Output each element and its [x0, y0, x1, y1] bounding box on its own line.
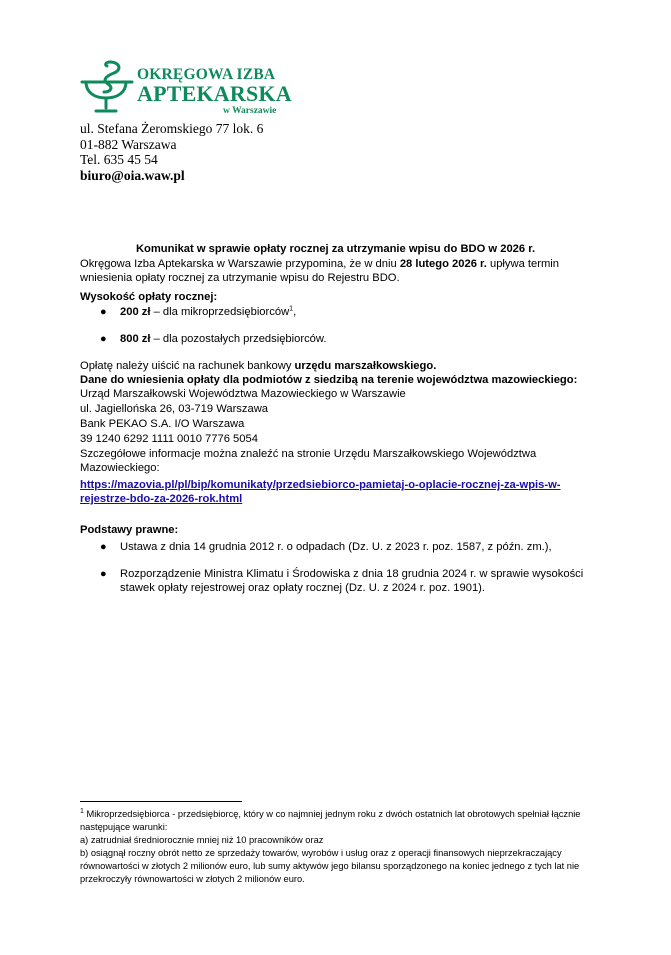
bullet-icon: ● — [100, 306, 107, 318]
bullet-icon: ● — [100, 333, 107, 345]
intro-text-2: upływa termin wniesienia opłaty rocznej za utrzymanie wpisu do Rejestru BDO. — [80, 258, 559, 285]
payment-bank: Bank PEKAO S.A. I/O Warszawa — [80, 418, 245, 430]
payment-bold: urzędu marszałkowskiego. — [294, 360, 437, 372]
address-email[interactable]: biuro@oia.waw.pl — [80, 167, 185, 183]
bullet-icon: ● — [100, 568, 107, 580]
payment-street: ul. Jagiellońska 26, 03-719 Warszawa — [80, 403, 269, 415]
address-street: ul. Stefana Żeromskiego 77 lok. 6 — [80, 121, 264, 136]
bowl-of-hygieia-icon — [80, 58, 136, 116]
payment-info: Szczegółowe informacje można znaleźć na stronie Urzędu Marszałkowskiego Województwa Mazowieckiego: — [80, 448, 537, 475]
link-line-2[interactable]: rejestrze-bdo-za-2026-rok.html — [80, 493, 243, 506]
fee-tail: , — [293, 306, 297, 318]
legal-heading: Podstawy prawne: — [80, 524, 179, 536]
address-phone: Tel. 635 45 54 — [80, 152, 158, 167]
fees-heading: Wysokość opłaty rocznej: — [80, 291, 218, 303]
payment-account: 39 1240 6292 1111 0010 7776 5054 — [80, 433, 258, 445]
logo-line-1: OKRĘGOWA IZBA — [137, 66, 276, 83]
payment-line — [80, 359, 600, 373]
logo-line-3: w Warszawie — [223, 106, 277, 116]
footnote-mark: 1 — [80, 807, 84, 815]
payment-heading: Dane do wniesienia opłaty dla podmiotów z siedzibą na terenie województwa mazowieckiego: — [80, 374, 578, 386]
footnote-ref[interactable]: 1 — [289, 305, 294, 313]
intro-date: 28 lutego 2026 r. — [399, 258, 487, 270]
payment-link[interactable] — [80, 478, 600, 506]
fee-text: – dla mikroprzedsiębiorców — [150, 306, 290, 318]
fee-amount: 200 zł — [120, 306, 151, 318]
fee-amount: 800 zł — [120, 333, 151, 345]
footnote-line-3: b) osiągnął roczny obrót netto ze sprzedaży towarów, wyrobów i usług oraz z operacji finansowych nieprzekraczający równowartości w złotych 2 milionów euro, lub sumy aktywów jego bilansu sporządzonego na koniec jednego z tych lat nie przekroczyły równowartości w złotych 2 milionów euro. — [80, 848, 580, 884]
footnote-line-1: Mikroprzedsiębiorca - przedsiębiorcę, który w co najmniej jednym roku z dwóch ostatnich lat obrotowych spełniał łącznie następujące warunki: — [80, 809, 581, 832]
logo — [80, 58, 292, 122]
intro-paragraph — [80, 257, 600, 285]
footnote-separator — [80, 801, 242, 802]
payment-office: Urząd Marszałkowski Województwa Mazowieckiego w Warszawie — [80, 388, 406, 400]
footnote-line-2: a) zatrudniał średniorocznie mniej niż 10 pracowników oraz — [80, 835, 324, 845]
address-block — [80, 121, 263, 183]
legal-item: Ustawa z dnia 14 grudnia 2012 r. o odpadach (Dz. U. z 2023 r. poz. 1587, z późn. zm.), — [120, 541, 552, 553]
logo-line-2: APTEKARSKA — [137, 81, 292, 106]
payment-text: Opłatę należy uiścić na rachunek bankowy — [80, 360, 295, 372]
address-city: 01-882 Warszawa — [80, 136, 177, 152]
legal-item: Rozporządzenie Ministra Klimatu i Środowiska z dnia 18 grudnia 2024 r. w sprawie wysokości stawek opłaty rejestrowej oraz opłaty rocznej (Dz. U. z 2024 r. poz. 1901). — [120, 568, 584, 595]
footnote — [80, 808, 595, 886]
fee-text: – dla pozostałych przedsiębiorców. — [150, 333, 327, 345]
bullet-icon: ● — [100, 541, 107, 553]
intro-text-1: Okręgowa Izba Aptekarska w Warszawie przypomina, że w dniu — [80, 258, 400, 270]
link-line-1[interactable]: https://mazovia.pl/pl/bip/komunikaty/przedsiebiorco-pamietaj-o-oplacie-rocznej-za-wpis-w- — [80, 479, 561, 491]
document-title: Komunikat w sprawie opłaty rocznej za utrzymanie wpisu do BDO w 2026 r. — [135, 243, 536, 255]
